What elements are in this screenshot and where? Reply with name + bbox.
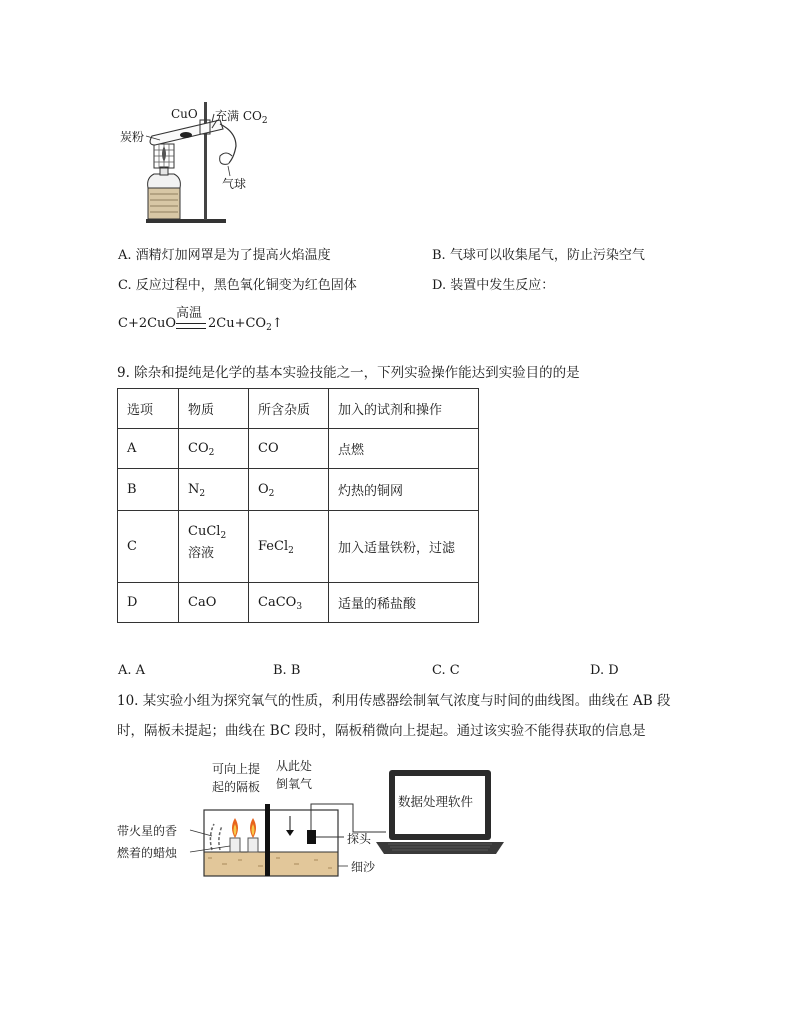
header-option: 选项 <box>118 389 179 429</box>
q9-stem: 9. 除杂和提纯是化学的基本实验技能之一，下列实验操作能达到实验目的的是 <box>117 365 580 381</box>
label-cuo: CuO <box>171 107 198 121</box>
label-fill-co2 <box>215 107 268 124</box>
label-charcoal: 炭粉 <box>120 130 145 144</box>
substance-sub: 2 <box>199 489 206 499</box>
table-header-row <box>118 389 479 429</box>
substance-text: CuCl <box>188 524 221 539</box>
cell-substance: CaO <box>179 583 249 623</box>
impurity-text: O <box>258 482 269 497</box>
substance-line2: 溶液 <box>188 546 215 561</box>
q9-answer-c[interactable]: C. C <box>432 663 460 678</box>
substance-text: CO <box>188 441 209 456</box>
header-substance: 物质 <box>179 389 249 429</box>
label-candle: 燃着的蜡烛 <box>117 846 178 860</box>
q9-answer-a[interactable]: A. A <box>118 663 146 678</box>
q10-experiment-figure <box>118 752 518 882</box>
cell-substance <box>179 469 249 511</box>
q10-stem-line1: 10. 某实验小组为探究氧气的性质，利用传感器绘制氧气浓度与时间的曲线图。曲线在 AB 段 <box>117 693 671 709</box>
experiment-drawing <box>118 752 518 882</box>
substance-sub: 2 <box>220 531 227 541</box>
label-balloon: 气球 <box>222 177 247 191</box>
table-row <box>118 469 479 511</box>
cell-operation: 加入适量铁粉，过滤 <box>329 511 479 583</box>
q9-answer-d[interactable]: D. D <box>590 663 619 678</box>
cell-impurity <box>249 511 329 583</box>
cell-substance <box>179 511 249 583</box>
cell-option: B <box>118 469 179 511</box>
cell-impurity: CO <box>249 429 329 469</box>
cell-operation: 点燃 <box>329 429 479 469</box>
cell-option: A <box>118 429 179 469</box>
impurity-sub: 2 <box>288 546 294 556</box>
header-operation: 加入的试剂和操作 <box>329 389 479 429</box>
cell-option: D <box>118 583 179 623</box>
table-row <box>118 429 479 469</box>
equation-left: C+2CuO <box>118 316 177 331</box>
cell-impurity <box>249 583 329 623</box>
label-pour-1: 从此处 <box>276 759 313 773</box>
q8-option-b[interactable]: B. 气球可以收集尾气，防止污染空气 <box>432 248 645 263</box>
header-impurity: 所含杂质 <box>249 389 329 429</box>
label-partition-2: 起的隔板 <box>212 780 261 794</box>
laptop-screen-text: 数据处理软件 <box>398 794 474 809</box>
q8-option-d[interactable]: D. 装置中发生反应： <box>432 278 555 293</box>
q8-option-a[interactable]: A. 酒精灯加网罩是为了提高火焰温度 <box>118 248 331 263</box>
q8-option-c[interactable]: C. 反应过程中，黑色氧化铜变为红色固体 <box>118 278 357 293</box>
equation-right-sub: 2 <box>266 323 272 333</box>
q9-answer-b[interactable]: B. B <box>273 663 301 678</box>
label-incense: 带火星的香 <box>117 824 178 838</box>
table-row <box>118 511 479 583</box>
fill-co2-sub: 2 <box>261 116 268 126</box>
fill-co2-text: 充满 CO <box>215 109 262 123</box>
impurity-text: CaCO <box>258 595 297 610</box>
gas-arrow: ↑ <box>271 316 283 331</box>
q10-stem-line2: 时，隔板未提起；曲线在 BC 段时，隔板稍微向上提起。通过该实验不能得获取的信息是 <box>117 723 646 739</box>
impurity-text: FeCl <box>258 539 289 554</box>
label-pour-2: 倒氧气 <box>276 777 313 791</box>
label-probe: 探头 <box>347 832 372 846</box>
substance-sub: 2 <box>208 448 215 458</box>
cell-operation: 灼热的铜网 <box>329 469 479 511</box>
q9-table <box>117 388 479 623</box>
cell-substance <box>179 429 249 469</box>
table-row <box>118 583 479 623</box>
equation-right-text: 2Cu+CO <box>208 316 267 331</box>
impurity-sub: 3 <box>296 602 303 612</box>
substance-text: N <box>188 482 200 497</box>
equation-right <box>208 316 283 331</box>
label-partition-1: 可向上提 <box>212 762 261 776</box>
cell-operation: 适量的稀盐酸 <box>329 583 479 623</box>
equation-condition: 高温 <box>176 306 203 321</box>
cell-option: C <box>118 511 179 583</box>
label-sand: 细沙 <box>351 860 376 874</box>
impurity-sub: 2 <box>268 489 275 499</box>
cell-impurity <box>249 469 329 511</box>
equation-equals-bar <box>176 323 206 329</box>
